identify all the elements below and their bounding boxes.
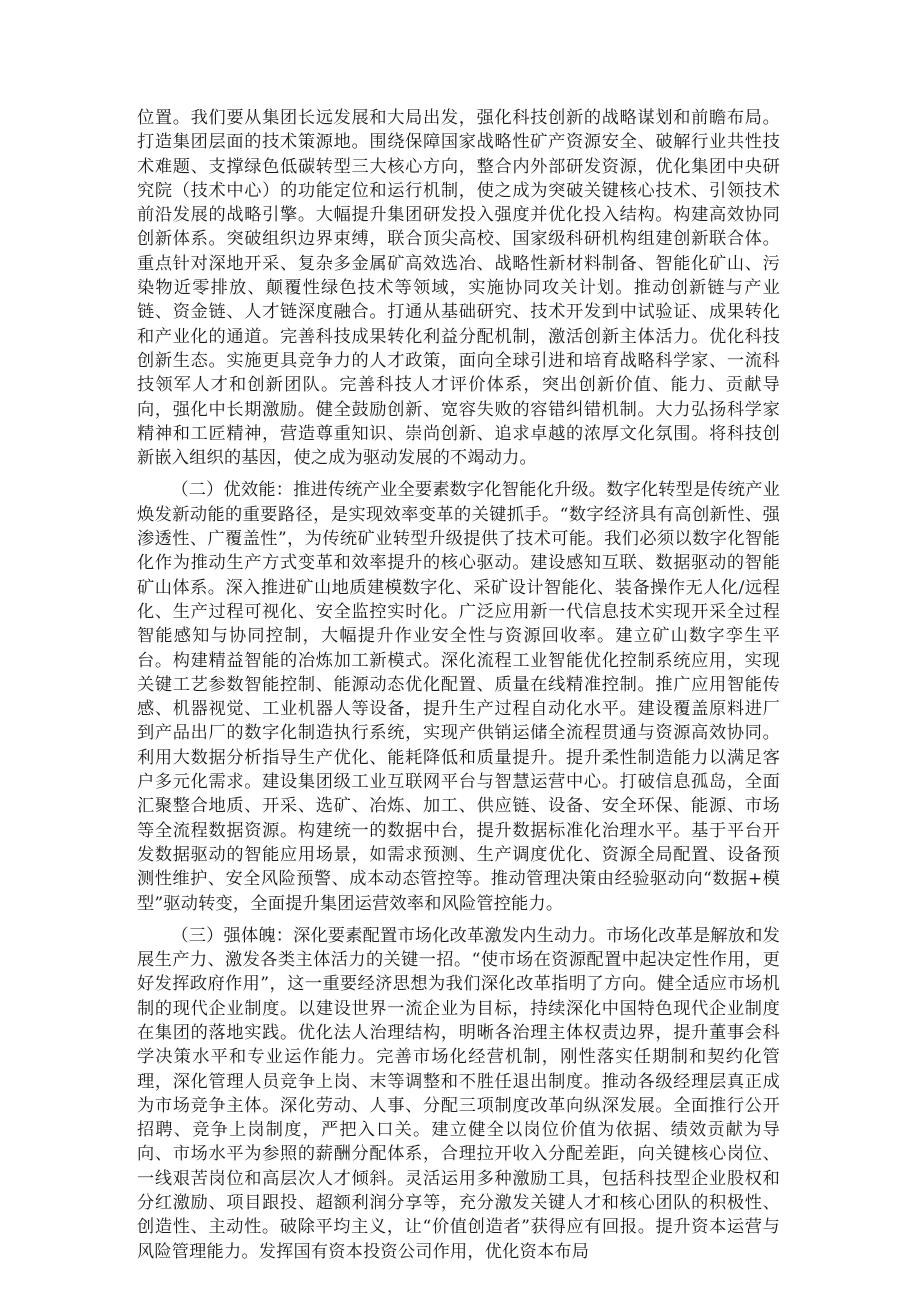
paragraph-digital-efficiency: （二）优效能：推进传统产业全要素数字化智能化升级。数字化转型是传统产业焕发新动能的重要路径，是实现效率变革的关键抓手。“数字经济具有高创新性、强渗透性、广覆盖性”，为传统矿业转型升级提供了技术可能。我们必须以数字化智能化作为推动生产方式变革和效率提升的核心驱动。建设感知互联、数据驱动的智能矿山体系。深入推进矿山地质建模数字化、采矿设计智能化、装备操作无人化/远程化、生产过程可视化、安全监控实时化。广泛应用新一代信息技术实现开采全过程智能感知与协同控制，大幅提升作业安全性与资源回收率。建立矿山数字孪生平台。构建精益智能的冶炼加工新模式。深化流程工业智能优化控制系统应用，实现关键工艺参数智能控制、能源动态优化配置、质量在线精准控制。推广应用智能传感、机器视觉、工业机器人等设备，提升生产过程自动化水平。建设覆盖原料进厂到产品出厂的数字化制造执行系统，实现产供销运储全流程贯通与资源高效协同。利用大数据分析指导生产优化、能耗降低和质量提升。提升柔性制造能力以满足客户多元化需求。建设集团级工业互联网平台与智慧运营中心。打破信息孤岛，全面汇聚整合地质、开采、选矿、冶炼、加工、供应链、设备、安全环保、能源、市场等全流程数据资源。构建统一的数据中台，提升数据标准化治理水平。基于平台开发数据驱动的智能应用场景，如需求预测、生产调度优化、资源全局配置、设备预测性维护、安全风险预警、成本动态管控等。推动管理决策由经验驱动向“数据+模型”驱动转变，全面提升集团运营效率和风险管控能力。 [137, 480, 780, 914]
document-page [137, 106, 780, 1264]
paragraph-market-reform: （三）强体魄：深化要素配置市场化改革激发内生动力。市场化改革是解放和发展生产力、激发各类主体活力的关键一招。“使市场在资源配置中起决定性作用，更好发挥政府作用”，这一重要经济思想为我们深化改革指明了方向。健全适应市场机制的现代企业制度。以建设世界一流企业为目标，持续深化中国特色现代企业制度在集团的落地实践。优化法人治理结构，明晰各治理主体权责边界，提升董事会科学决策水平和专业运作能力。完善市场化经营机制，刚性落实任期制和契约化管理，深化管理人员竞争上岗、末等调整和不胜任退出制度。推动各级经理层真正成为市场竞争主体。深化劳动、人事、分配三项制度改革向纵深发展。全面推行公开招聘、竞争上岗制度，严把入口关。建立健全以岗位价值为依据、绩效贡献为导向、市场水平为参照的薪酬分配体系，合理拉开收入分配差距，向关键核心岗位、一线艰苦岗位和高层次人才倾斜。灵活运用多种激励工具，包括科技型企业股权和分红激励、项目跟投、超额利润分享等，充分激发关键人才和核心团队的积极性、创造性、主动性。破除平均主义，让“价值创造者”获得应有回报。提升资本运营与风险管理能力。发挥国有资本投资公司作用，优化资本布局 [137, 925, 780, 1262]
paragraph-tech-innovation: 位置。我们要从集团长远发展和大局出发，强化科技创新的战略谋划和前瞻布局。打造集团层面的技术策源地。围绕保障国家战略性矿产资源安全、破解行业共性技术难题、支撑绿色低碳转型三大核心方向，整合内外部研发资源，优化集团中央研究院（技术中心）的功能定位和运行机制，使之成为突破关键核心技术、引领技术前沿发展的战略引擎。大幅提升集团研发投入强度并优化投入结构。构建高效协同创新体系。突破组织边界束缚，联合顶尖高校、国家级科研机构组建创新联合体。重点针对深地开采、复杂多金属矿高效选冶、战略性新材料制备、智能化矿山、污染物近零排放、颠覆性绿色技术等领域，实施协同攻关计划。推动创新链与产业链、资金链、人才链深度融合。打通从基础研究、技术开发到中试验证、成果转化和产业化的通道。完善科技成果转化利益分配机制，激活创新主体活力。优化科技创新生态。实施更具竞争力的人才政策，面向全球引进和培育战略科学家、一流科技领军人才和创新团队。完善科技人才评价体系，突出创新价值、能力、贡献导向，强化中长期激励。健全鼓励创新、宽容失败的容错纠错机制。大力弘扬科学家精神和工匠精神，营造尊重知识、崇尚创新、追求卓越的浓厚文化氛围。将科技创新嵌入组织的基因，使之成为驱动发展的不竭动力。 [137, 108, 780, 469]
